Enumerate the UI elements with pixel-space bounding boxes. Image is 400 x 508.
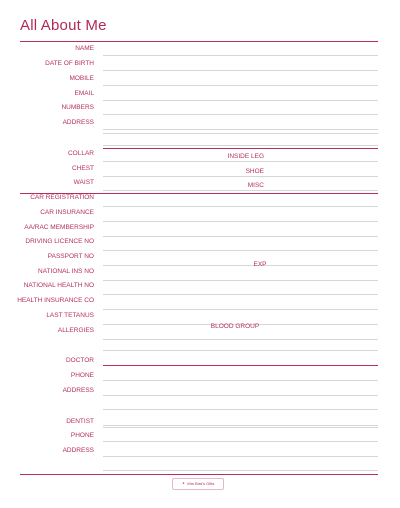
- label-national-ins-no: NATIONAL INS NO: [38, 268, 94, 275]
- section-rule: [103, 365, 378, 366]
- inside-leg-field[interactable]: [268, 150, 378, 161]
- label-shoe: SHOE: [245, 168, 264, 175]
- national-ins-no-field[interactable]: [103, 269, 378, 280]
- bow-icon: ⋆: [181, 481, 186, 487]
- car-registration-field[interactable]: [103, 195, 378, 206]
- entry-line: [103, 221, 378, 222]
- entry-line: [103, 294, 378, 295]
- entry-line: [103, 129, 378, 130]
- label-date-of-birth: DATE OF BIRTH: [45, 60, 94, 67]
- health-insurance-co-field[interactable]: [103, 298, 378, 309]
- label-inside-leg: INSIDE LEG: [227, 153, 264, 160]
- misc-field[interactable]: [268, 179, 378, 190]
- label-phone: PHONE: [70, 372, 94, 379]
- address-field[interactable]: [103, 118, 378, 129]
- label-last-tetanus: LAST TETANUS: [46, 312, 94, 319]
- brand-logo: [172, 478, 224, 490]
- label-exp: EXP: [253, 261, 267, 268]
- label-collar: COLLAR: [67, 150, 94, 157]
- entry-line: [103, 456, 378, 457]
- label-car-insurance: CAR INSURANCE: [40, 209, 94, 216]
- label-car-registration: CAR REGISTRATION: [30, 194, 94, 201]
- label-dentist: DENTIST: [66, 418, 94, 425]
- entry-line: [103, 350, 378, 351]
- entry-line: [103, 133, 378, 134]
- doctor-phone-field[interactable]: [103, 369, 378, 380]
- entry-line: [103, 409, 378, 410]
- waist-field[interactable]: [103, 179, 213, 190]
- label-address: ADDRESS: [62, 447, 94, 454]
- entry-line: [103, 427, 378, 428]
- date-of-birth-field[interactable]: [103, 59, 378, 70]
- entry-line: [103, 236, 378, 237]
- label-driving-licence-no: DRIVING LICENCE NO: [25, 238, 94, 245]
- entry-line: [103, 470, 378, 471]
- dentist-phone-field[interactable]: [103, 430, 378, 441]
- label-national-health-no: NATIONAL HEALTH NO: [23, 282, 94, 289]
- entry-line: [103, 55, 378, 56]
- dentist-address-field[interactable]: [103, 445, 378, 456]
- label-passport-no: PASSPORT NO: [47, 253, 94, 260]
- entry-line: [103, 280, 378, 281]
- collar-field[interactable]: [103, 150, 213, 161]
- chest-field[interactable]: [103, 165, 213, 176]
- label-address: ADDRESS: [62, 119, 94, 126]
- entry-line: [103, 145, 378, 146]
- label-blood-group: BLOOD GROUP: [210, 323, 260, 330]
- label-allergies: ALLERGIES: [57, 327, 94, 334]
- label-chest: CHEST: [71, 165, 94, 172]
- entry-line: [103, 395, 378, 396]
- email-field[interactable]: [103, 89, 378, 100]
- entry-line: [103, 380, 378, 381]
- entry-line: [103, 250, 378, 251]
- name-field[interactable]: [103, 44, 378, 55]
- shoe-field[interactable]: [268, 165, 378, 176]
- entry-line: [103, 100, 378, 101]
- car-insurance-field[interactable]: [103, 210, 378, 221]
- entry-line: [103, 190, 378, 191]
- title-rule: [20, 41, 378, 42]
- label-name: NAME: [75, 45, 94, 52]
- entry-line: [103, 176, 378, 177]
- entry-line: [103, 161, 378, 162]
- label-phone: PHONE: [70, 432, 94, 439]
- national-health-no-field[interactable]: [103, 283, 378, 294]
- page-title: All About Me: [20, 17, 107, 34]
- doctor-address-field[interactable]: [103, 384, 378, 395]
- entry-line: [103, 206, 378, 207]
- entry-line: [103, 339, 378, 340]
- label-waist: WAIST: [73, 179, 94, 186]
- label-aa-rac-membership: AA/RAC MEMBERSHIP: [24, 224, 94, 231]
- label-doctor: DOCTOR: [65, 357, 94, 364]
- mobile-field[interactable]: [103, 74, 378, 85]
- entry-line: [103, 425, 378, 426]
- entry-line: [103, 114, 378, 115]
- label-health-insurance-co: HEALTH INSURANCE CO: [17, 297, 94, 304]
- section-rule: [103, 148, 378, 149]
- doctor-doctor-field[interactable]: [103, 354, 378, 365]
- numbers-field[interactable]: [103, 103, 378, 114]
- brand-name: Mrs Bird's Gifts: [187, 481, 215, 486]
- bottom-rule: [20, 474, 378, 475]
- entry-line: [103, 85, 378, 86]
- label-numbers: NUMBERS: [61, 104, 94, 111]
- entry-line: [103, 309, 378, 310]
- aa-rac-membership-field[interactable]: [103, 225, 378, 236]
- entry-line: [103, 441, 378, 442]
- label-email: EMAIL: [74, 90, 94, 97]
- driving-licence-no-field[interactable]: [103, 239, 378, 250]
- label-misc: MISC: [247, 182, 264, 189]
- label-mobile: MOBILE: [69, 75, 94, 82]
- entry-line: [103, 70, 378, 71]
- label-address: ADDRESS: [62, 387, 94, 394]
